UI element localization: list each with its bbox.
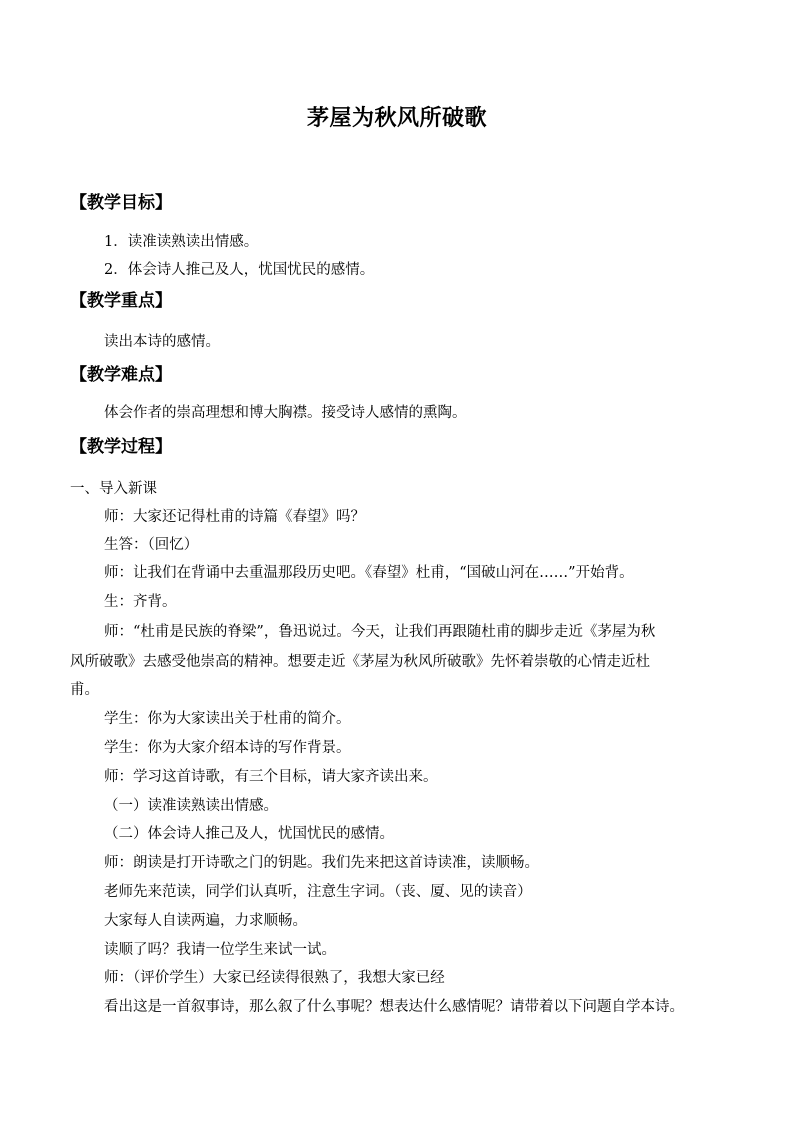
process-line: 师：“杜甫是民族的脊梁”，鲁迅说过。今天，让我们再跟随杜甫的脚步走近《茅屋为秋	[104, 624, 656, 640]
process-line: 大家每人自读两遍，力求顺畅。	[104, 913, 307, 929]
process-line: （二）体会诗人推己及人，忧国忧民的感情。	[104, 826, 394, 842]
difficulty-item-1: 体会作者的崇高理想和博大胸襟。接受诗人感情的熏陶。	[104, 405, 467, 421]
process-line: 老师先来范读，同学们认真听，注意生字词。（丧、厦、见的读音）	[104, 884, 532, 900]
process-line: 风所破歌》去感受他崇高的精神。想要走近《茅屋为秋风所破歌》先怀着崇敬的心情走近杜	[70, 654, 650, 670]
process-line: 一、导入新课	[70, 481, 157, 497]
process-line: （一）读准读熟读出情感。	[104, 798, 278, 814]
process-line: 师：朗读是打开诗歌之门的钥匙。我们先来把这首诗读准，读顺畅。	[104, 855, 539, 871]
goal-item-1: 1．读准读熟读出情感。	[104, 234, 259, 250]
section-heading-difficulties: 【教学难点】	[70, 365, 172, 385]
process-line: 师：让我们在背诵中去重温那段历史吧。《春望》杜甫，“国破山河在……”开始背。	[104, 565, 634, 581]
process-line: 学生：你为大家读出关于杜甫的简介。	[104, 711, 351, 727]
section-heading-goals: 【教学目标】	[70, 193, 172, 213]
process-line: 甫。	[70, 682, 99, 698]
process-line: 生：齐背。	[104, 594, 177, 610]
goal-item-2: 2．体会诗人推己及人，忧国忧民的感情。	[104, 262, 375, 278]
key-point-item-1: 读出本诗的感情。	[104, 334, 220, 350]
section-heading-key-points: 【教学重点】	[70, 291, 172, 311]
process-line: 读顺了吗？我请一位学生来试一试。	[104, 942, 336, 958]
process-line: 生答：（回忆）	[104, 537, 199, 553]
process-line: 学生：你为大家介绍本诗的写作背景。	[104, 740, 351, 756]
process-line: 师：学习这首诗歌，有三个目标，请大家齐读出来。	[104, 769, 438, 785]
document-title: 茅屋为秋风所破歌	[306, 105, 487, 131]
section-heading-process: 【教学过程】	[70, 437, 172, 457]
process-line: 师：大家还记得杜甫的诗篇《春望》吗？	[104, 509, 365, 525]
process-line: 看出这是一首叙事诗，那么叙了什么事呢？想表达什么感情呢？请带着以下问题自学本诗。	[104, 999, 684, 1015]
process-line: 师：（评价学生）大家已经读得很熟了，我想大家已经	[104, 970, 445, 986]
